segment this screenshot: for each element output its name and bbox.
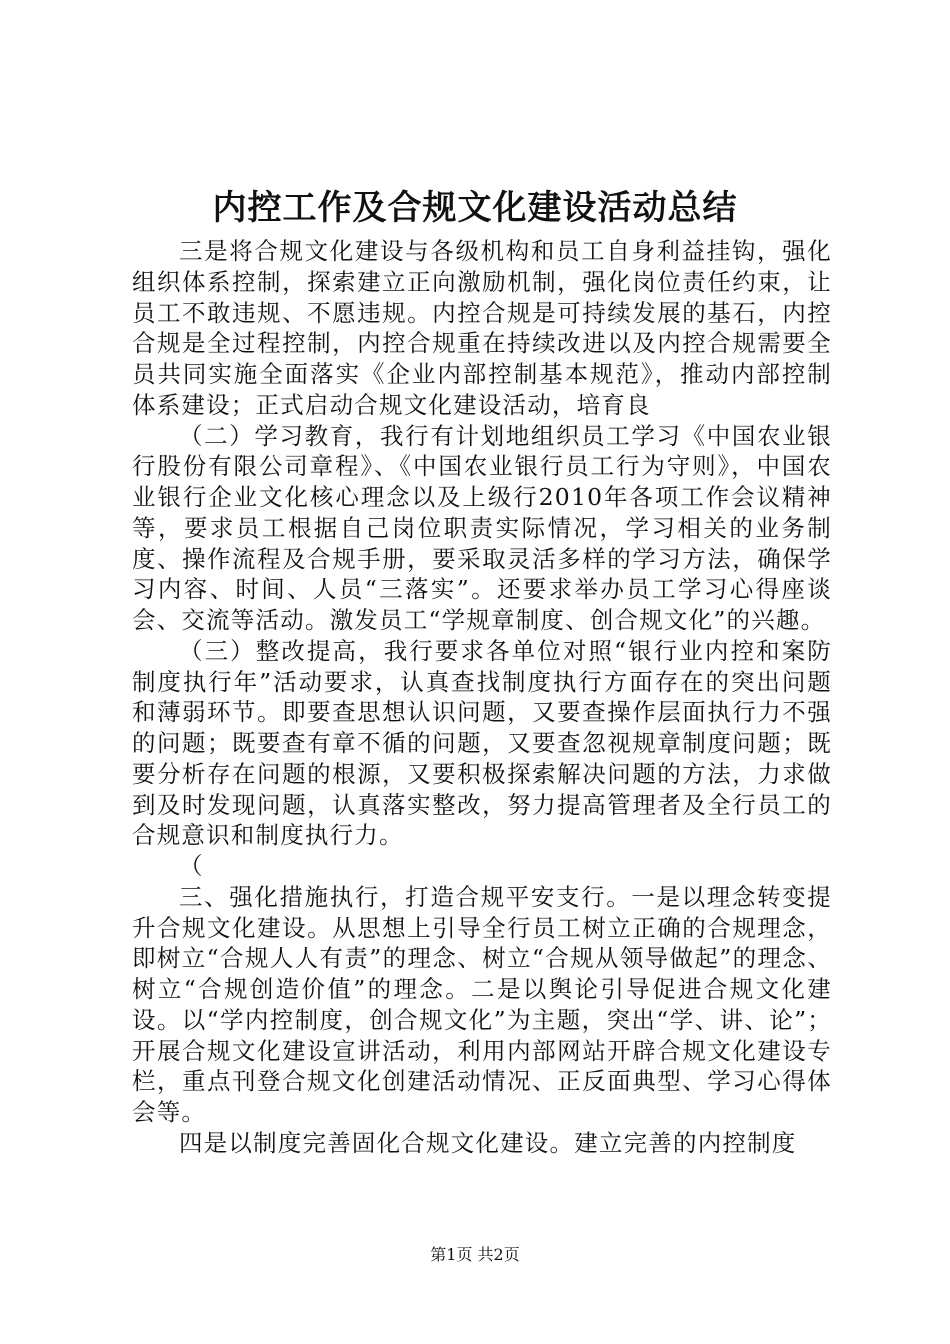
paragraph-5: 三、强化措施执行，打造合规平安支行。一是以理念转变提升合规文化建设。从思想上引导全行员工树立正确的合规理念，即树立“合规人人有责”的理念、树立“合规从领导做起”的理念、树立“合规创造价值”的理念。二是以舆论引导促进合规文化建设。以“学内控制度，创合规文化”为主题，突出“学、讲、论”；开展合规文化建设宣讲活动，利用内部网站开辟合规文化建设专栏，重点刊登合规文化创建活动情况、正反面典型、学习心得体会等。 <box>132 882 832 1126</box>
page-footer: 第1页 共2页 <box>430 1245 520 1264</box>
paragraph-6: 四是以制度完善固化合规文化建设。建立完善的内控制度 <box>179 1128 797 1157</box>
paragraph-2: （二）学习教育，我行有计划地组织员工学习《中国农业银行股份有限公司章程》、《中国农业银行员工行为守则》，中国农业银行企业文化核心理念以及上级行2010年各项工作会议精神等，要求员工根据自己岗位职责实际情况，学习相关的业务制度、操作流程及合规手册，要采取灵活多样的学习方法，确保学习内容、时间、人员“三落实”。还要求举办员工学习心得座谈会、交流等活动。激发员工“学规章制度、创合规文化”的兴趣。 <box>132 421 832 634</box>
paragraph-3: （三）整改提高，我行要求各单位对照“银行业内控和案防制度执行年”活动要求，认真查找制度执行方面存在的突出问题和薄弱环节。即要查思想认识问题，又要查操作层面执行力不强的问题；既要查有章不循的问题，又要查忽视规章制度问题；既要分析存在问题的根源，又要积极探索解决问题的方法，力求做到及时发现问题，认真落实整改，努力提高管理者及全行员工的合规意识和制度执行力。 <box>132 636 832 850</box>
document-title: 内控工作及合规文化建设活动总结 <box>212 188 738 228</box>
paragraph-4: （ <box>179 852 204 880</box>
paragraph-1: 三是将合规文化建设与各级机构和员工自身利益挂钩，强化组织体系控制，探索建立正向激励机制，强化岗位责任约束，让员工不敢违规、不愿违规。内控合规是可持续发展的基石，内控合规是全过程控制，内控合规重在持续改进以及内控合规需要全员共同实施全面落实《企业内部控制基本规范》，推动内部控制体系建设；正式启动合规文化建设活动，培育良 <box>132 237 832 419</box>
document-body <box>132 236 832 1159</box>
